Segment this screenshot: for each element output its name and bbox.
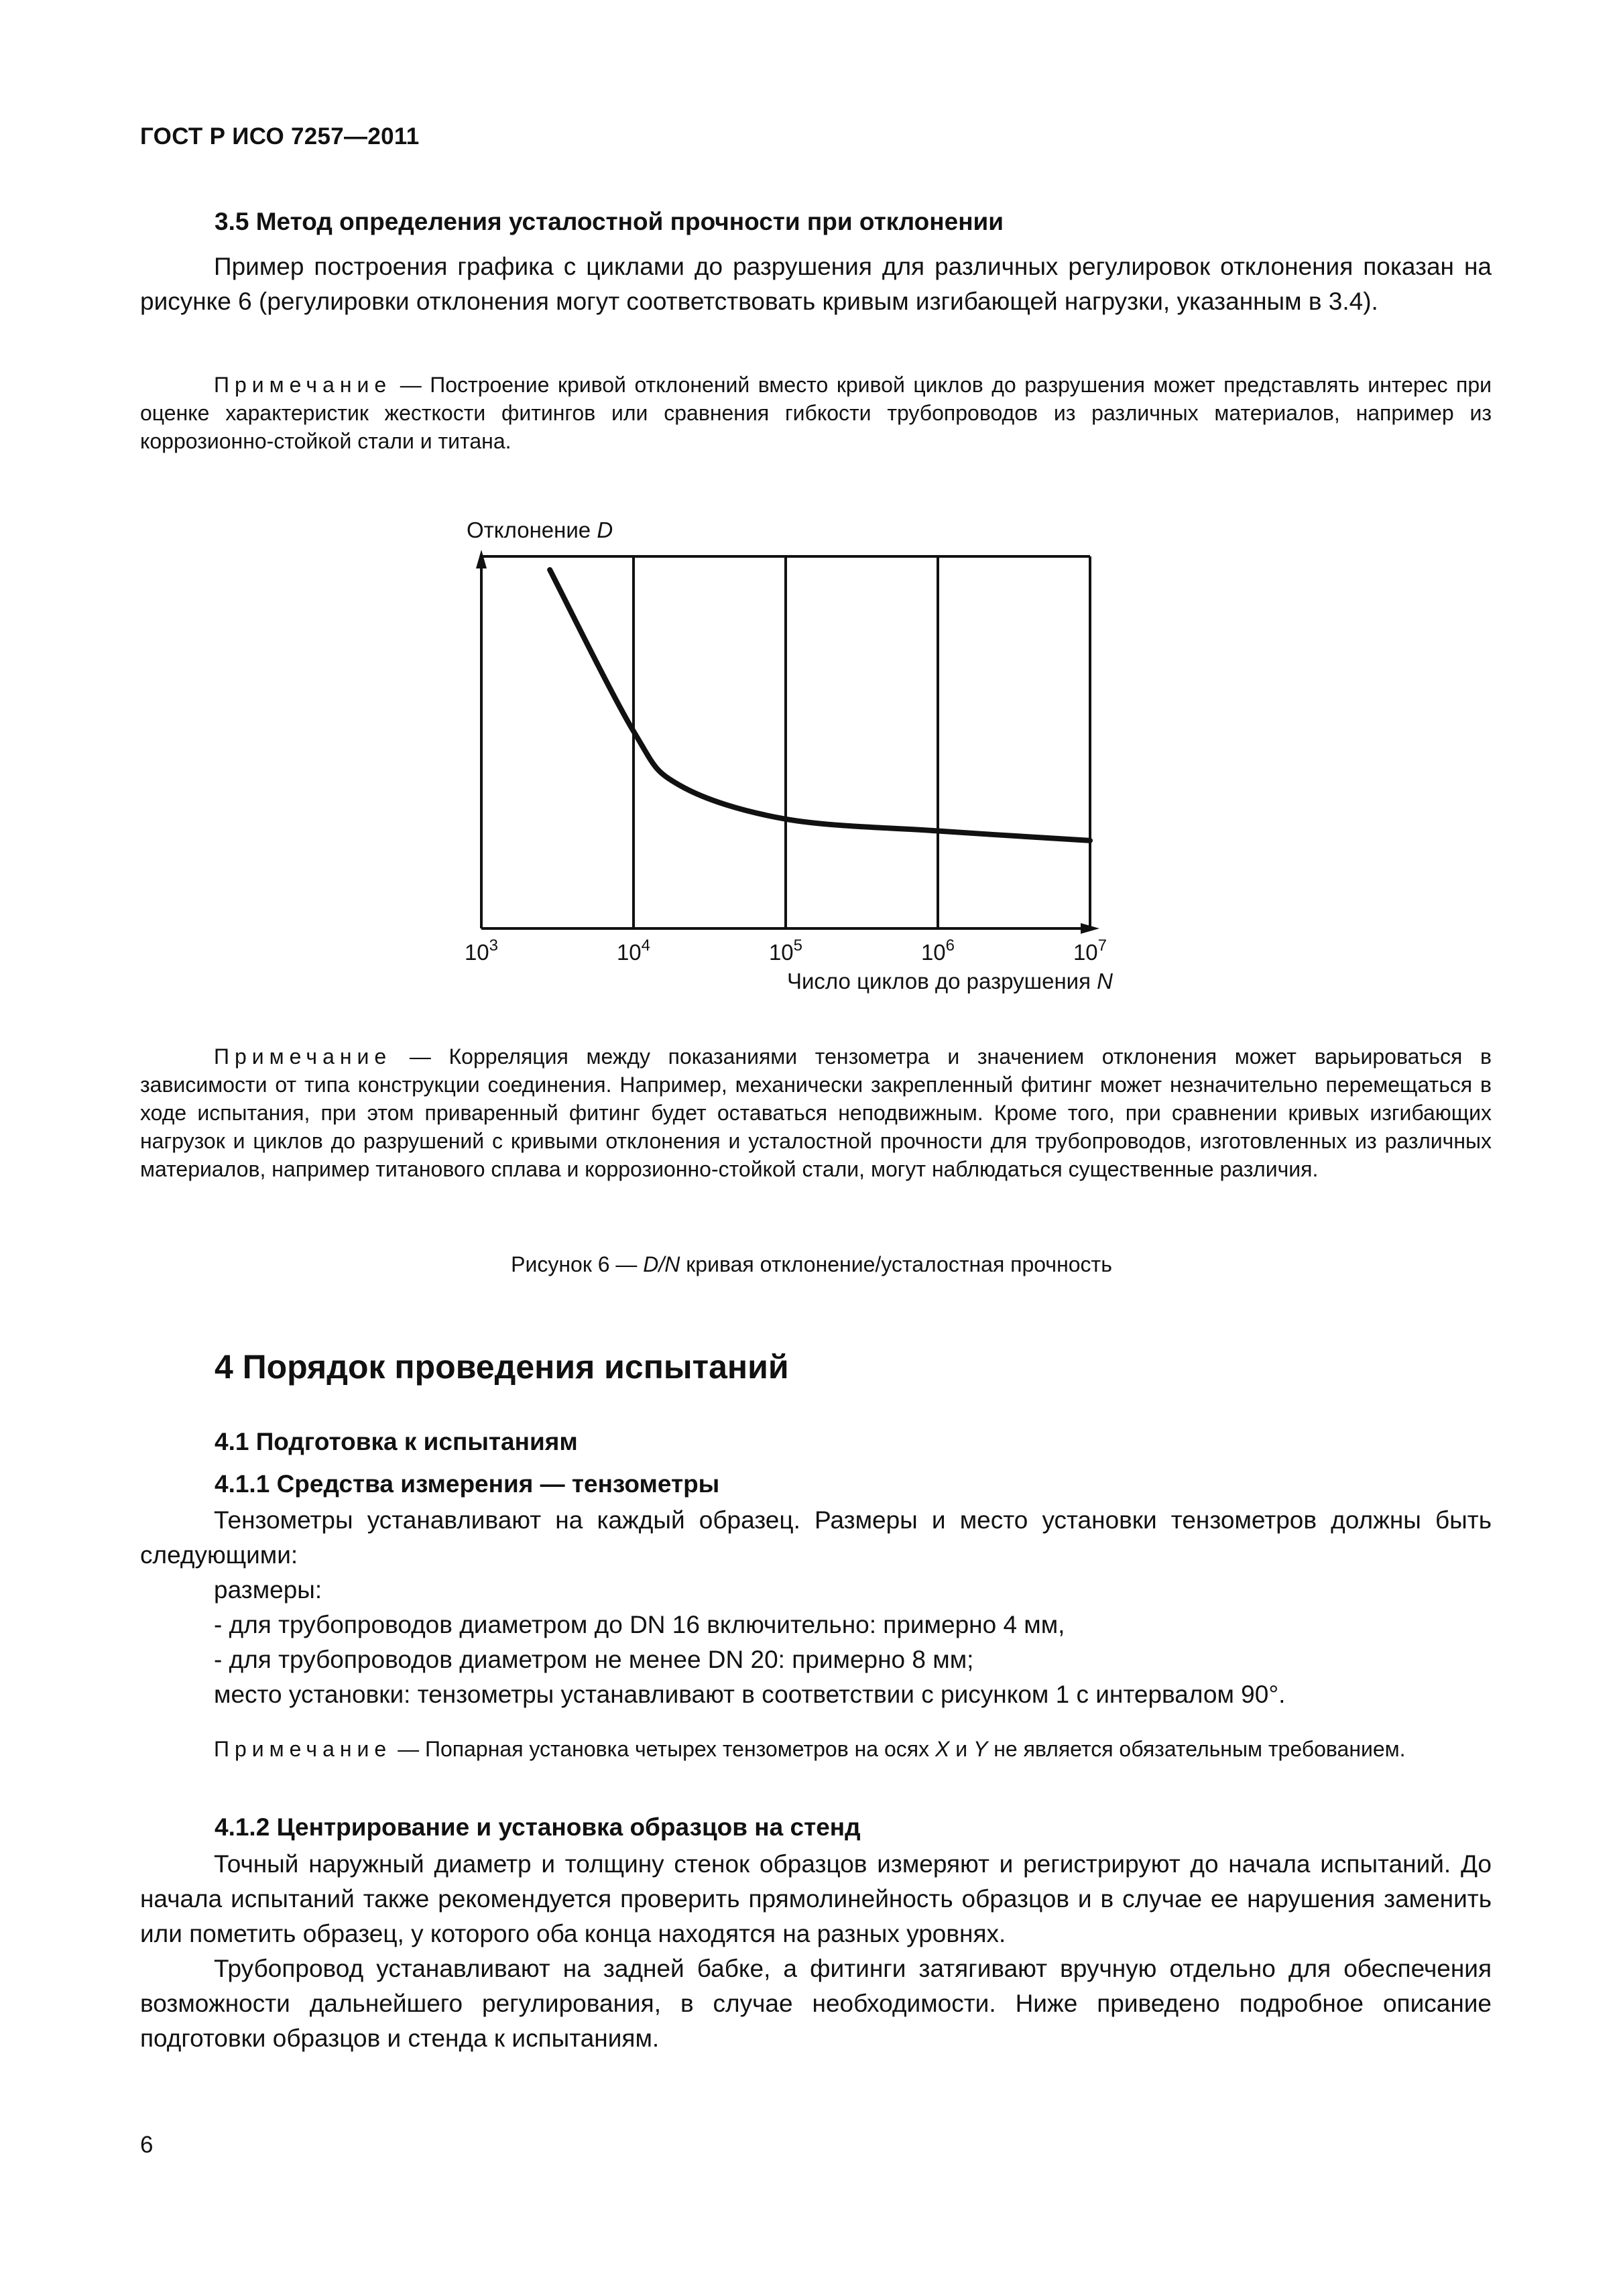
note-label: Примечание (214, 1044, 392, 1069)
caption-var: D/N (643, 1252, 680, 1276)
section-4-1-1-note (140, 1735, 1492, 1763)
x-tick-label: $10^5$ (768, 936, 803, 965)
note-paragraph (140, 371, 1492, 455)
x-tick-label: $10^4$ (616, 936, 651, 965)
deflection-curve (550, 570, 1090, 841)
note-text: — Корреляция между показаниями тензометра и значением отклонения может варьироваться в зависимости от типа конструкции соединения. Например, механически закрепленный фитинг может незначительно перемещаться в ходе испытания, при этом приваренный фитинг будет оставаться неподвижным. Кроме того, при сравнении кривых изгибающих нагрузок и циклов до разрушений с кривыми отклонения и усталостной прочности для трубопроводов, изготовленных из различных материалов, например титанового сплава и коррозионно-стойкой стали, могут наблюдаться существенные различия. (140, 1044, 1492, 1181)
x-tick-label: $10^6$ (920, 936, 955, 965)
section-4-1-1-paragraph: Тензометры устанавливают на каждый образец. Размеры и место установки тензометров должны быть следующими: (140, 1506, 1492, 1569)
x-tick-labels (465, 936, 1107, 965)
figure-caption (0, 1252, 1623, 1277)
section-3-5-title: 3.5 Метод определения усталостной прочности при отклонении (215, 208, 1004, 235)
section-4-1-2-paragraph-1: Точный наружный диаметр и толщину стенок образцов измеряют и регистрируют до начала испытаний. До начала испытаний также рекомендуется проверить прямолинейность образцов и в случае ее нарушения заменить или пометить образец, у которого оба конца находятся на разных уровнях. (140, 1850, 1492, 1947)
placement-text: место установки: тензометры устанавливают в соответствии с рисунком 1 с интервалом 90°. (214, 1681, 1286, 1708)
note-label: Примечание (214, 1737, 392, 1761)
section-4-1-1-title: 4.1.1 Средства измерения — тензометры (215, 1470, 720, 1498)
y-axis-label: Отклонение D (467, 518, 613, 542)
axis-y-symbol: Y (973, 1737, 988, 1761)
y-axis-arrow (476, 550, 487, 568)
section-4-title: 4 Порядок проведения испытаний (215, 1348, 789, 1386)
x-tick-label: $10^7$ (1073, 936, 1107, 965)
list-item: - для трубопроводов диаметром не менее DN 20: примерно 8 мм; (214, 1646, 974, 1673)
section-3-5-paragraph: Пример построения графика с циклами до разрушения для различных регулировок отклонения показан на рисунке 6 (регулировки отклонения могут соответствовать кривым изгибающей нагрузки, указанным в 3.4). (140, 253, 1492, 315)
sizes-label: размеры: (214, 1576, 322, 1604)
section-4-1-title: 4.1 Подготовка к испытаниям (215, 1428, 578, 1455)
x-axis-label: Число циклов до разрушения N (787, 969, 1113, 993)
note-text: не является обязательным требованием. (987, 1737, 1406, 1761)
note-paragraph (140, 1735, 1492, 1763)
x-tick-label: $10^3$ (464, 936, 499, 965)
page-number: 6 (140, 2132, 154, 2158)
note-paragraph (140, 1042, 1492, 1183)
section-4-1-2-text (140, 1847, 1492, 2056)
list-item: - для трубопроводов диаметром до DN 16 включительно: примерно 4 мм, (214, 1611, 1065, 1638)
deflection-chart (442, 509, 1153, 1019)
caption-prefix: Рисунок 6 — (511, 1252, 644, 1276)
section-3-5-note (140, 371, 1492, 455)
document-code: ГОСТ Р ИСО 7257—2011 (140, 123, 420, 149)
note-label: Примечание (214, 373, 392, 397)
figure-note (140, 1042, 1492, 1183)
note-text: — Попарная установка четырех тензометров на осях (392, 1737, 935, 1761)
section-4-1-1-text (140, 1503, 1492, 1712)
section-4-1-2-paragraph-2: Трубопровод устанавливают на задней бабке, а фитинги затягивают вручную отдельно для обеспечения возможности дальнейшего регулирования, в случае необходимости. Ниже приведено подробное описание подготовки образцов и стенда к испытаниям. (140, 1955, 1492, 2052)
section-4-1-2-title: 4.1.2 Центрирование и установка образцов на стенд (215, 1813, 861, 1841)
note-text: и (949, 1737, 973, 1761)
section-3-5-text (140, 249, 1492, 319)
axis-x-symbol: X (935, 1737, 950, 1761)
caption-suffix: кривая отклонение/усталостная прочность (680, 1252, 1112, 1276)
note-text: — Построение кривой отклонений вместо кривой циклов до разрушения может представлять интерес при оценке характеристик жесткости фитингов или сравнения гибкости трубопроводов из различных материалов, например из коррозионно-стойкой стали и титана. (140, 373, 1492, 453)
